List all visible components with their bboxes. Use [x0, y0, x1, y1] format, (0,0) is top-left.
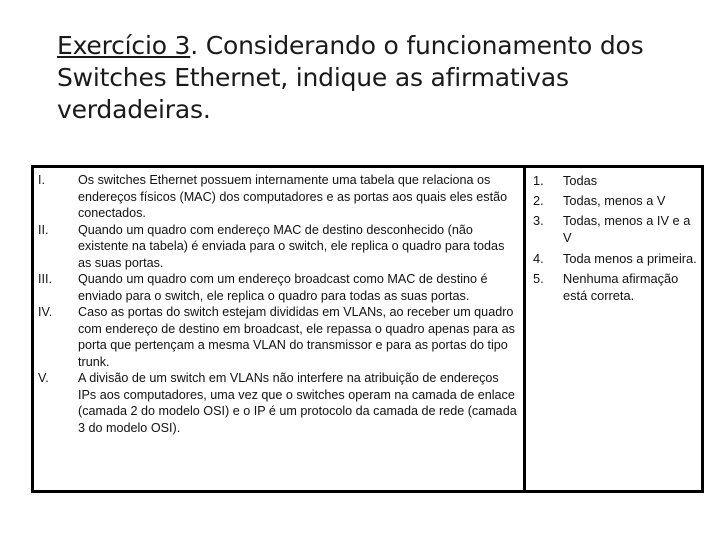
option-text: Toda menos a primeira.	[563, 250, 697, 266]
option-number: 3.	[533, 213, 544, 229]
statement-item	[38, 172, 520, 222]
option-text: Todas, menos a V	[563, 193, 666, 209]
option-number: 1.	[533, 173, 544, 188]
option-text: Todas	[563, 173, 598, 188]
statement-item	[38, 370, 520, 436]
statement-number: III.	[38, 272, 52, 286]
statement-item	[38, 304, 520, 370]
answer-option	[533, 212, 701, 246]
statement-text: Quando um quadro com um endereço broadcast como MAC de destino é enviado para o switch, ele replica o quadro para todas as suas portas.	[78, 272, 488, 303]
statements-list	[38, 172, 520, 436]
option-number: 4.	[533, 250, 544, 266]
statement-item	[38, 222, 520, 272]
answer-option	[533, 172, 701, 189]
answer-option	[533, 270, 701, 304]
exercise-prompt: . Considerando o funcionamento dos Switches Ethernet, indique as afirmativas verdadeiras.	[57, 31, 644, 124]
statement-text: Caso as portas do switch estejam divididas em VLANs, ao receber um quadro com endereço de destino em broadcast, ele repassa o quadro apenas para as porta que pertençam a mesma VLAN do transmissor e para as portas do tipo trunk.	[78, 305, 515, 369]
statement-number: IV.	[38, 305, 53, 319]
statement-text: Quando um quadro com endereço MAC de destino desconhecido (não existente na tabela) é enviada para o switch, ele replica o quadro para todas as suas portas.	[78, 222, 505, 270]
column-divider	[523, 165, 526, 493]
answer-option	[533, 250, 701, 267]
statement-number: I.	[38, 173, 45, 187]
statement-number: V.	[38, 371, 49, 385]
statement-number: II.	[38, 222, 49, 237]
option-text: Nenhuma afirmação está correta.	[563, 270, 679, 303]
option-number: 5.	[533, 270, 544, 286]
answer-option	[533, 192, 701, 209]
exercise-title	[57, 30, 697, 126]
option-number: 2.	[533, 193, 544, 209]
answer-options-list	[533, 172, 701, 307]
statement-item	[38, 271, 520, 304]
statement-text: Os switches Ethernet possuem internamente uma tabela que relaciona os endereços físicos (MAC) dos computadores e as portas aos quais eles estão conectados.	[78, 173, 508, 220]
option-text: Todas, menos a IV e a V	[563, 213, 691, 246]
exercise-label: Exercício 3	[57, 31, 191, 60]
statement-text: A divisão de um switch em VLANs não interfere na atribuição de endereços IPs aos computadores, uma vez que o switches operam na camada de enlace (camada 2 do modelo OSI) e o IP é um protocolo da camada de rede (camada 3 do modelo OSI).	[78, 371, 517, 435]
